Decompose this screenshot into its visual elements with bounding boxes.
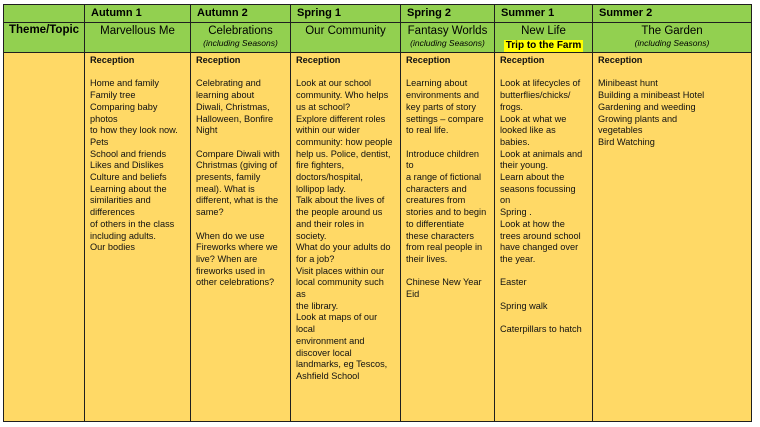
topic-cell-summer-1 — [495, 23, 593, 53]
theme-topic-label: Theme/Topic — [4, 23, 85, 53]
curriculum-table — [3, 4, 752, 422]
term-header-autumn-2: Autumn 2 — [191, 5, 291, 23]
content-cell-autumn-1 — [85, 53, 191, 422]
content-text: Home and family Family tree Comparing baby photos to how they look now. Pets School and friends Likes and Dislikes Culture and beliefs Learning about the similarities and differences of others in the class including adults. Our bodies — [90, 78, 178, 253]
topic-note: (including Seasons) — [410, 38, 485, 48]
topic-cell-spring-2 — [401, 23, 495, 53]
trip-highlight: Trip to the Farm — [505, 40, 582, 51]
content-text: Look at lifecycles of butterflies/chicks/ frogs. Look at what we looked like as babies. Look at animals and their young. Learn about the seasons focussing on Spring . Look at how the trees around school have changed over the year. Easter Spring walk Caterpillars to hatch — [500, 78, 583, 335]
topic-title: New Life — [521, 25, 566, 37]
content-cell-spring-1 — [291, 53, 401, 422]
topic-cell-summer-2 — [593, 23, 752, 53]
term-header-row — [4, 5, 752, 23]
topic-note: (including Seasons) — [634, 38, 710, 48]
content-label-cell — [4, 53, 85, 422]
reception-heading: Reception — [90, 55, 135, 65]
term-header-summer-2: Summer 2 — [593, 5, 752, 23]
topic-cell-spring-1 — [291, 23, 401, 53]
topic-row — [4, 23, 752, 53]
reception-heading: Reception — [196, 55, 241, 65]
content-text: Look at our school community. Who helps us at school? Explore different roles within our wider community: how people help us. Police, dentist, fire fighters, doctors/hospital, lollipop lady. Talk about the lives of the people around us and their roles in society. What do your adults do for a job? Visit places within our local community such as the library. Look at maps of our local environment and discover local landmarks, eg Tescos, Ashfield School — [296, 78, 393, 381]
reception-heading: Reception — [406, 55, 451, 65]
topic-title: Marvellous Me — [100, 25, 175, 37]
term-header-autumn-1: Autumn 1 — [85, 5, 191, 23]
topic-cell-autumn-2 — [191, 23, 291, 53]
content-text: Minibeast hunt Building a minibeast Hotel Gardening and weeding Growing plants and vegetables Bird Watching — [598, 78, 705, 147]
term-header-summer-1: Summer 1 — [495, 5, 593, 23]
content-cell-summer-2 — [593, 53, 752, 422]
term-header-spring-2: Spring 2 — [401, 5, 495, 23]
topic-title: The Garden — [641, 25, 703, 37]
topic-title: Fantasy Worlds — [407, 25, 488, 37]
content-cell-autumn-2 — [191, 53, 291, 422]
topic-title: Celebrations — [208, 25, 273, 37]
content-cell-summer-1 — [495, 53, 593, 422]
content-cell-spring-2 — [401, 53, 495, 422]
reception-heading: Reception — [500, 55, 545, 65]
reception-heading: Reception — [598, 55, 643, 65]
topic-title: Our Community — [305, 25, 386, 37]
content-row — [4, 53, 752, 422]
reception-heading: Reception — [296, 55, 341, 65]
topic-note: (including Seasons) — [203, 38, 278, 48]
content-text: Celebrating and learning about Diwali, Christmas, Halloween, Bonfire Night Compare Diwali with Christmas (giving of presents, family meal). What is different, what is the same? When do we use Fireworks where we live? When are fireworks used in other celebrations? — [196, 78, 280, 288]
corner-cell — [4, 5, 85, 23]
topic-cell-autumn-1 — [85, 23, 191, 53]
term-header-spring-1: Spring 1 — [291, 5, 401, 23]
content-text: Learning about environments and key parts of story settings – compare to real life. Introduce children to a range of fictional characters and creatures from stories and to begin to differentiate these characters from real people in their lives. Chinese New Year Eid — [406, 78, 487, 300]
